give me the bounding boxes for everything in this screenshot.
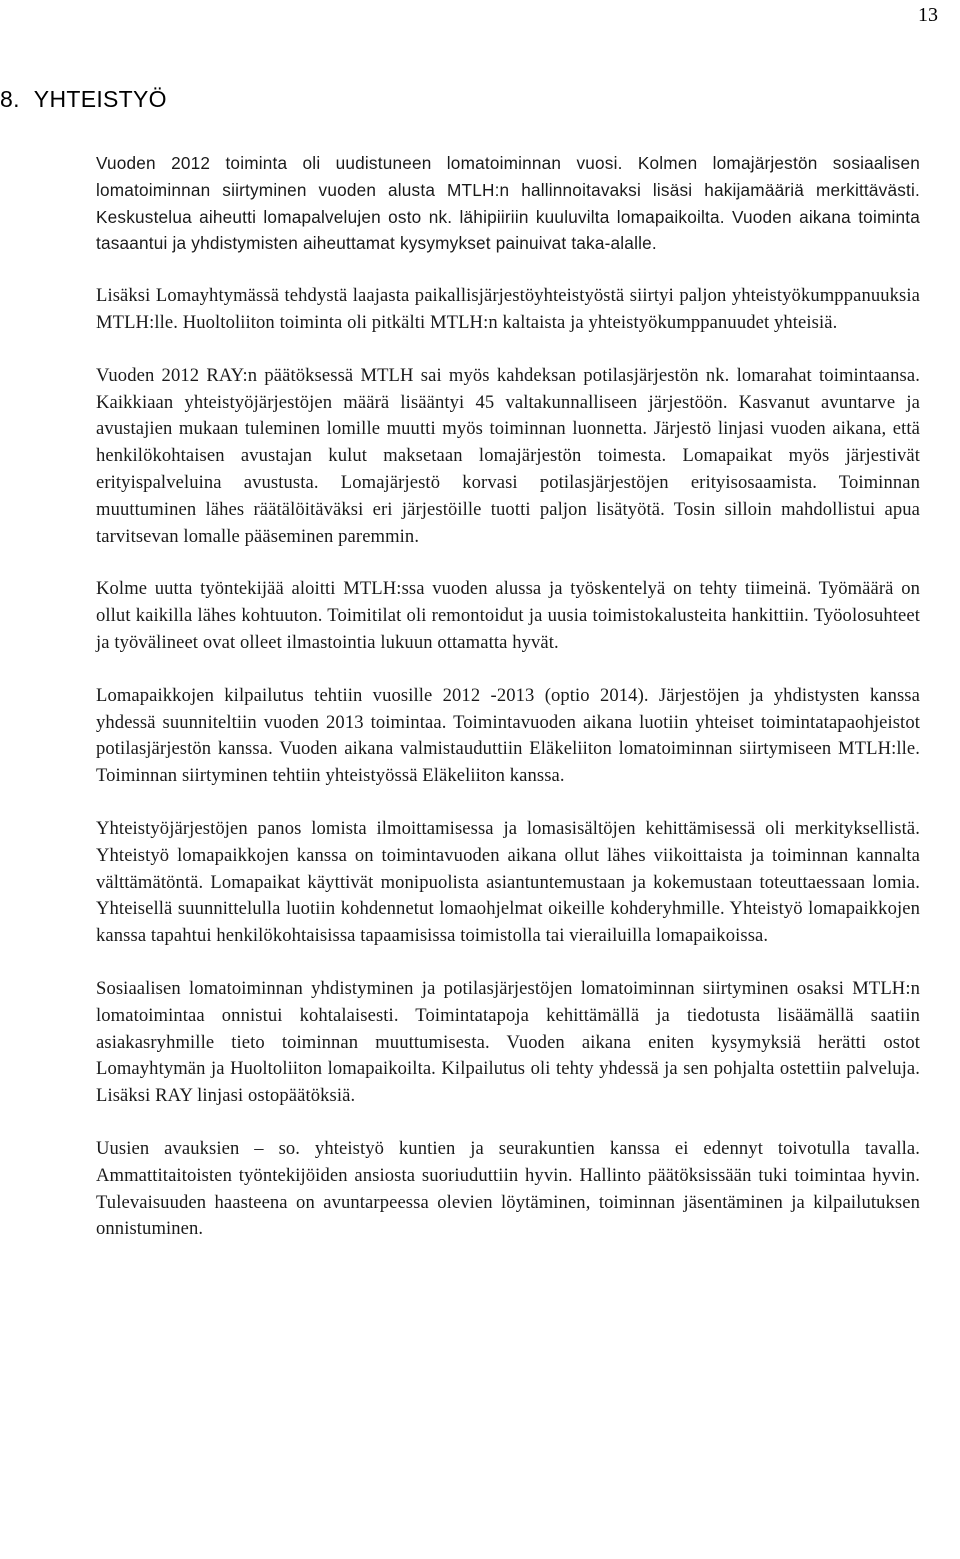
- paragraph-intro: Vuoden 2012 toiminta oli uudistuneen lomatoiminnan vuosi. Kolmen lomajärjestön sosiaalisen lomatoiminnan siirtyminen vuoden alusta MTLH:n hallinnoitavaksi lisäsi hakijamääriä merkittävästi. Keskustelua aiheutti lomapalvelujen osto nk. lähipiiriin kuuluvilta lomapaikoilta. Vuoden aikana toiminta tasaantui ja yhdistymisten aiheuttamat kysymykset painuivat taka-alalle.: [96, 153, 920, 254]
- paragraph-merger: Sosiaalisen lomatoiminnan yhdistyminen ja potilasjärjestöjen lomatoiminnan siirtyminen osaksi MTLH:n lomatoimintaa onnistui kohtalaisesti. Toimintatapoja kehittämällä ja tiedotusta lisäämällä saatiin asiakasryhmille tieto toiminnan muuttumisesta. Vuoden aikana eniten kysymyksiä herätti ostot Lomayhtymän ja Huoltoliiton lomapaikoilta. Kilpailutus oli tehty yhdessä ja sen pohjalta ostettiin palveluja. Lisäksi RAY linjasi ostopäätöksiä.: [96, 977, 920, 1107]
- paragraph-cooperation: Yhteistyöjärjestöjen panos lomista ilmoittamisessa ja lomasisältöjen kehittämisessä oli merkityksellistä. Yhteistyö lomapaikkojen kanssa on toimintavuoden aikana ollut lähes viikoittaista ja toiminnan kannalta välttämätöntä. Lomapaikat käyttivät monipuolista asiantuntemustaan ja kokemustaan toteuttaessaan lomia. Yhteisellä suunnittelulla luotiin kohdennetut lomaohjelmat oikeille kohderyhmille. Yhteistyö lomapaikkojen kanssa tapahtui henkilökohtaisissa tapaamisissa toimistolla tai vierailuilla lomapaikoissa.: [96, 817, 920, 947]
- section-heading: [0, 86, 167, 113]
- body-text: [96, 150, 920, 1269]
- paragraph-ray-decision: Vuoden 2012 RAY:n päätöksessä MTLH sai myös kahdeksan potilasjärjestön nk. lomarahat toimintaansa. Kaikkiaan yhteistyöjärjestöjen määrä lisääntyi 45 valtakunnalliseen järjestöön. Kasvanut avuntarve ja avustajien mukaan tuleminen lomille muutti myös toiminnan luonnetta. Järjestö linjasi vuoden aikana, että henkilökohtaisen avustajan kulut maksetaan lomajärjestön toimesta. Lomapaikat myös järjestivät erityispalveluina avustusta. Lomajärjestö korvasi potilasjärjestöjen erityisosaamista. Toiminnan muuttuminen lähes räätälöitäväksi eri järjestöille tuotti paljon lisätyötä. Tosin silloin mahdollistui apua tarvitsevan lomalle pääseminen paremmin.: [96, 364, 920, 547]
- section-title: YHTEISTYÖ: [33, 86, 167, 112]
- paragraph-outlook: Uusien avauksien – so. yhteistyö kuntien ja seurakuntien kanssa ei edennyt toivotulla tavalla. Ammattitaitoisten työntekijöiden ansiosta suoriuduttiin hyvin. Hallinto päätöksissään tuki toimintaa hyvin. Tulevaisuuden haasteena on avuntarpeessa olevien löytäminen, toiminnan jäsentäminen ja kilpailutuksen onnistuminen.: [96, 1137, 920, 1240]
- page-number: 13: [918, 4, 938, 26]
- section-number: 8.: [0, 86, 20, 112]
- paragraph-staff: Kolme uutta työntekijää aloitti MTLH:ssa vuoden alussa ja työskentelyä on tehty tiimeinä. Työmäärä on ollut kaikilla lähes kohtuuton. Toimitilat oli remontoidut ja uusia toimistokalusteita hankittiin. Työolosuhteet ja työvälineet ovat olleet ilmastointia lukuun ottamatta hyvät.: [96, 578, 920, 653]
- paragraph-partnerships: Lisäksi Lomayhtymässä tehdystä laajasta paikallisjärjestöyhteistyöstä siirtyi paljon yhteistyökumppanuuksia MTLH:lle. Huoltoliiton toiminta oli pitkälti MTLH:n kaltaista ja yhteistyökumppanuudet yhteisiä.: [96, 285, 920, 333]
- paragraph-tendering: Lomapaikkojen kilpailutus tehtiin vuosille 2012 -2013 (optio 2014). Järjestöjen ja yhdistysten kanssa yhdessä suunniteltiin vuoden 2013 toimintaa. Toimintavuoden aikana luotiin yhteiset toimintatapaohjeistot potilasjärjestön kanssa. Vuoden aikana valmistauduttiin Eläkeliiton lomatoiminnan siirtymiseen MTLH:lle. Toiminnan siirtyminen tehtiin yhteistyössä Eläkeliiton kanssa.: [96, 684, 920, 787]
